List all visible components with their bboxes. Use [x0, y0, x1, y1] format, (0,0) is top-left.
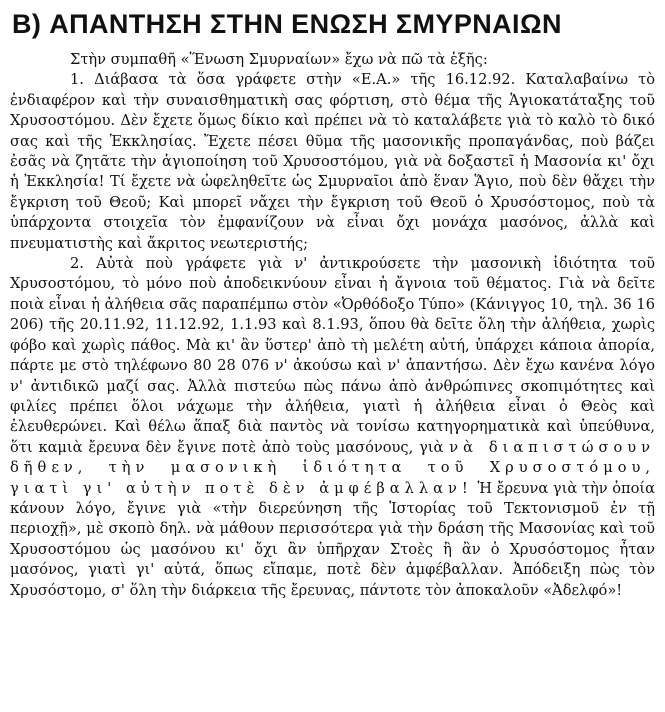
paragraph-1: 1. Διάβασα τὰ ὅσα γράφετε στὴν «Ε.Α.» τῆς 16.12.92. Καταλαβαίνω τὸ ἐνδιαφέρον καὶ τὴν συναισθηματικὴ σας φόρτιση, στὸ θέμα τῆς Ἁγιοκατάταξης τοῦ Χρυσοστόμου. Δὲν ἔχετε ὅμως δίκιο καὶ πρέπει νὰ τὸ καταλάβετε γιὰ τὸ καλὸ τὸ δικό σας καὶ τῆς Ἐκκλησίας. Ἔχετε πέσει θῦμα τῆς μασονικῆς προπαγάνδας, ποὺ βάζει ἐσᾶς νὰ ζητᾶτε τὴν ἁγιοποίηση τοῦ Χρυσοστόμου, γιὰ νὰ δοξαστεῖ ἡ Μασονία κι' ὄχι ἡ Ἐκκλησία! Τί ἔχετε νὰ ὠφεληθεῖτε ὡς Σμυρναῖοι ἀπὸ ἕναν Ἅγιο, ποὺ δὲν θἄχει τὴν ἔγκριση τοῦ Θεοῦ; Καὶ μπορεῖ νἄχει τὴν ἔγκριση τοῦ Θεοῦ ὁ Χρυσόστομος, ποὺ τὰ ὑπάρχοντα στοιχεῖα τὸν ἐμφανίζουν νὰ εἶναι ὄχι μονάχα μασόνος, ἀλλὰ καὶ πνευματιστὴς καὶ ἄκριτος νεωτεριστής;: [10, 71, 655, 252]
section-heading: B) ΑΠΑΝΤΗΣΗ ΣΤΗΝ ΕΝΩΣΗ ΣΜΥΡΝΑΙΩΝ: [12, 9, 562, 39]
salutation-paragraph: Στὴν συμπαθῆ «Ἕνωση Σμυρναίων» ἔχω νὰ πῶ τὰ ἑξῆς:: [70, 51, 488, 68]
paragraph-2: [10, 254, 655, 601]
paragraph-2-part-2: Ἡ ἔρευνα γιὰ τὴν ὁποία κάνουν λόγο, ἔγινε γιὰ «τὴν διερεύνηση τῆς Ἱστορίας τοῦ Τεκτονισμοῦ ἐν τῇ περιοχῇ», μὲ σκοπὸ δηλ. νὰ μάθουν περισσότερα γιὰ τὴν δράση τῆς Μασονίας καὶ τοῦ Χρυσοστόμου ὡς μασόνου κι' ὄχι ἂν ὑπῆρχαν Στοὲς ἢ ἂν ὁ Χρυσόστομος ἦταν μασόνος, γιατὶ γι' αὐτά, ὅπως εἴπαμε, ποτὲ δὲν ἀμφέβαλλαν. Ἀπόδειξη πὼς τὸν Χρυσόστομο, σ' ὅλη τὴν διάρκεια τῆς ἔρευνας, πάντοτε τὸν ἀποκαλοῦν «Ἀδελφό»!: [10, 479, 656, 599]
paragraph-2-part-1: 2. Αὐτὰ ποὺ γράφετε γιὰ ν' ἀντικρούσετε τὴν μασονικὴ ἰδιότητα τοῦ Χρυσοστόμου, τὸ μόνο ποὺ ἀποδεικνύουν εἶναι ἡ ἄγνοια τοῦ θέματος. Γιὰ νὰ δεῖτε ποιὰ εἶναι ἡ ἀλήθεια σᾶς παραπέμπω στὸν «Ὀρθόδοξο Τύπο» (Κάνιγγος 10, τηλ. 36 16 206) τῆς 20.11.92, 11.12.92, 1.1.93 καὶ 8.1.93, ὅπου θὰ δεῖτε ὅλη τὴν ἀλήθεια, χωρὶς φόβο καὶ χωρὶς πάθος. Μὰ κι' ἂν ὕστερ' ἀπὸ τὴ μελέτη αὐτή, ὑπάρχει κάποια ἀπορία, πάρτε με στὸ τηλέφωνο 80 28 076 ν' ἀκούσω καὶ ν' ἀπαντήσω. Δὲν ἔχω κανένα λόγο ν' ἀντιδικῶ μαζί σας. Ἀλλὰ πιστεύω πὼς πάνω ἀπὸ ἀνθρώπινες σκοπιμότητες καὶ φιλίες πρέπει ὅλοι νάχωμε τὴν ἀλήθεια, γιατὶ ἡ ἀλήθεια εἶναι ὁ Θεὸς καὶ ἐλευθερώνει. Καὶ θέλω ἅπαξ διὰ παντὸς νὰ τονίσω κατηγορηματικὰ καὶ ὑπεύθυνα, ὅτι καμιὰ ἔρευνα δὲν ἔγινε ποτὲ ἀπὸ τοὺς μασόνους, γιὰ: [10, 255, 655, 456]
paragraph-2-spaced-emphasis: νὰ διαπιστώσουν δῆθεν, τὴν μασονικὴ ἰδιότητα τοῦ Χρυσοστόμου, γιατὶ γι' αὐτὴν ποτὲ δὲν ἀμφέβαλλαν!: [10, 438, 655, 497]
article-body: [10, 50, 655, 601]
